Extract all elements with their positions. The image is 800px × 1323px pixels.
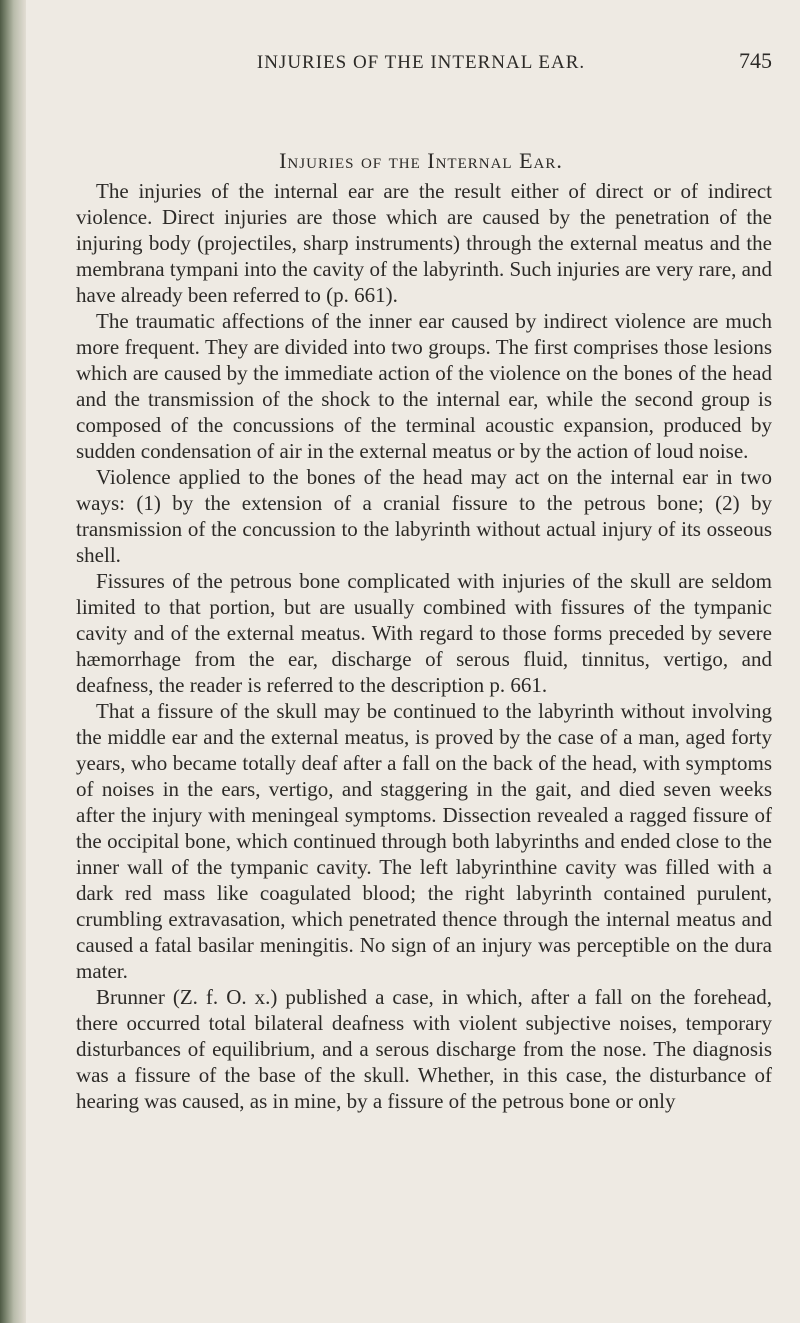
page-number: 745 — [739, 48, 772, 73]
paragraph: The injuries of the internal ear are the result either of direct or of indirect violence. Direct injuries are those which are caused by the penetration of the injuring body (projectiles, sharp instruments) through the external meatus and the membrana tympani into the cavity of the labyrinth. Such injuries are very rare, and have already been referred to (p. 661). — [76, 179, 772, 307]
body-text — [76, 178, 772, 1114]
running-head: INJURIES OF THE INTERNAL EAR. — [256, 52, 586, 73]
paragraph: Brunner (Z. f. O. x.) published a case, in which, after a fall on the forehead, there occurred total bilateral deafness with violent subjective noises, temporary disturbances of equilibrium, and a serous discharge from the nose. The diagnosis was a fissure of the base of the skull. Whether, in this case, the disturbance of hearing was caused, as in mine, by a fissure of the petrous bone or only — [76, 985, 772, 1113]
section-heading: Injuries of the Internal Ear. — [279, 148, 563, 173]
page-header — [70, 48, 772, 82]
paragraph: The traumatic affections of the inner ear caused by indirect violence are much more frequent. They are divided into two groups. The first comprises those lesions which are caused by the immediate action of the violence on the bones of the head and the transmission of the shock to the internal ear, while the second group is composed of the concussions of the terminal acoustic expansion, produced by sudden condensation of air in the external meatus or by the action of loud noise. — [76, 309, 772, 463]
paragraph: Violence applied to the bones of the head may act on the internal ear in two ways: (1) by the extension of a cranial fissure to the petrous bone; (2) by transmission of the concussion to the labyrinth without actual injury of its osseous shell. — [76, 465, 772, 567]
paragraph: That a fissure of the skull may be continued to the labyrinth without involving the middle ear and the external meatus, is proved by the case of a man, aged forty years, who became totally deaf after a fall on the back of the head, with symptoms of noises in the ears, vertigo, and staggering in the gait, and died seven weeks after the injury with meningeal symptoms. Dissection revealed a ragged fissure of the occipital bone, which continued through both labyrinths and ended close to the inner wall of the tympanic cavity. The left labyrinthine cavity was filled with a dark red mass like coagulated blood; the right labyrinth contained purulent, crumbling extravasation, which penetrated thence through the internal meatus and caused a fatal basilar meningitis. No sign of an injury was perceptible on the dura mater. — [76, 699, 772, 983]
binding-shadow — [0, 0, 26, 1323]
paragraph: Fissures of the petrous bone complicated with injuries of the skull are seldom limited to that portion, but are usually combined with fissures of the tympanic cavity and of the external meatus. With regard to those forms preceded by severe hæmorrhage from the ear, discharge of serous fluid, tinnitus, vertigo, and deafness, the reader is referred to the description p. 661. — [76, 569, 772, 697]
